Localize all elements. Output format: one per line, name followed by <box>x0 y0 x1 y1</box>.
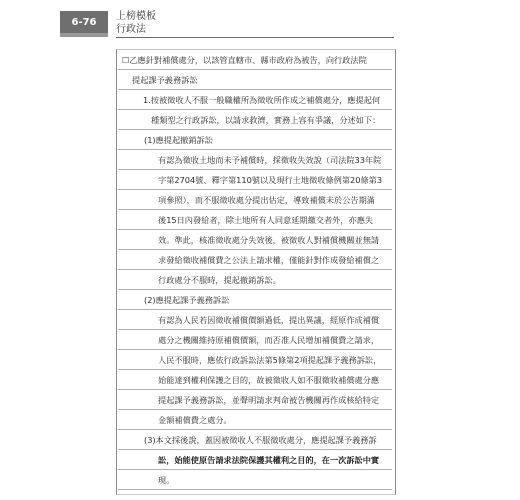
paragraph-line: 效。準此，核准徵收處分失效後，被徵收人對補償機關並無請 <box>158 235 380 245</box>
paragraph-line: 現。 <box>158 475 175 485</box>
line-separator <box>118 409 392 410</box>
line-separator <box>118 89 392 90</box>
line-separator <box>118 269 392 270</box>
subheading-line: (1)應提起撤銷訴訟 <box>144 135 213 145</box>
paragraph-line: 有認為徵收土地而未予補償時，採徵收失效說（司法院33年院 <box>158 155 382 165</box>
paragraph-line: 人民不服時，應依行政訴訟法第5條第2項提起課予義務訴訟， <box>158 355 382 365</box>
paragraph-line: 有認為人民若因徵收補償價額過低，提出異議，經原作成補償 <box>158 315 380 325</box>
section-heading-line: ☐乙應針對補償處分，以該管直轄市、縣市政府為被告，向行政法院 <box>122 55 367 65</box>
emphasis-line: 訟，始能使原告請求法院保護其權利之目的，在一次訴訟中實 <box>158 455 380 465</box>
header-divider <box>116 37 394 38</box>
paragraph-line: 行政處分不服時，提起撤銷訴訟。 <box>158 275 281 285</box>
line-separator <box>118 389 392 390</box>
line-separator <box>118 189 392 190</box>
page-number: 6-76 <box>71 16 97 28</box>
line-separator <box>118 489 392 490</box>
line-separator <box>118 329 392 330</box>
paragraph-line: 求發給徵收補償費之公法上請求權，僅能針對作成發給補償之 <box>158 255 380 265</box>
paragraph-line: 始能達到權利保護之目的，故被徵收人如不服徵收補償處分應 <box>158 375 380 385</box>
paragraph-line: 金額補償費之處分。 <box>158 415 232 425</box>
page-number-tab <box>60 11 108 33</box>
line-separator <box>118 449 392 450</box>
subject-title: 行政法 <box>116 24 146 35</box>
subheading-line: (3)本文採後說，蓋因被徵收人不服徵收處分，應提起課予義務訴 <box>144 435 377 445</box>
line-separator <box>118 149 392 150</box>
subheading-line: (2)應提起課予義務訴訟 <box>144 295 230 305</box>
page-tab-strip <box>60 33 108 37</box>
line-separator <box>118 169 392 170</box>
paragraph-line: 種類型之行政訴訟，以請求救濟，實務上容有爭議，分述如下： <box>151 115 381 125</box>
book-title: 上榜模板 <box>116 11 156 22</box>
line-separator <box>118 129 392 130</box>
paragraph-line: 提起課予義務訴訟，並聲明請求判命被告機關再作成核給特定 <box>158 395 380 405</box>
line-separator <box>118 309 392 310</box>
line-separator <box>118 289 392 290</box>
paragraph-line: 項參照），而不服徵收處分提出估定，導致補償未於公告期滿 <box>158 195 375 205</box>
line-separator <box>118 369 392 370</box>
line-separator <box>118 229 392 230</box>
line-separator <box>118 469 392 470</box>
line-separator <box>118 69 392 70</box>
paragraph-line: 處分之機關維持原補償價額，而否准人民增加補償費之請求， <box>158 335 380 345</box>
line-separator <box>118 429 392 430</box>
running-header <box>116 10 236 36</box>
section-heading-line: 提起課予義務訴訟 <box>132 75 198 85</box>
paragraph-line: 字第2704號、釋字第110號以及現行土地徵收條例第20條第3 <box>158 175 383 185</box>
paragraph-line: 後15日內發給者，除土地所有人同意延期繳交者外，亦應失 <box>158 215 374 225</box>
line-separator <box>118 249 392 250</box>
paragraph-line: 1.按被徵收人不服一般職權所為徵收所作成之補償處分，應提起何 <box>143 95 381 105</box>
line-separator <box>118 109 392 110</box>
line-separator <box>118 209 392 210</box>
line-separator <box>118 349 392 350</box>
